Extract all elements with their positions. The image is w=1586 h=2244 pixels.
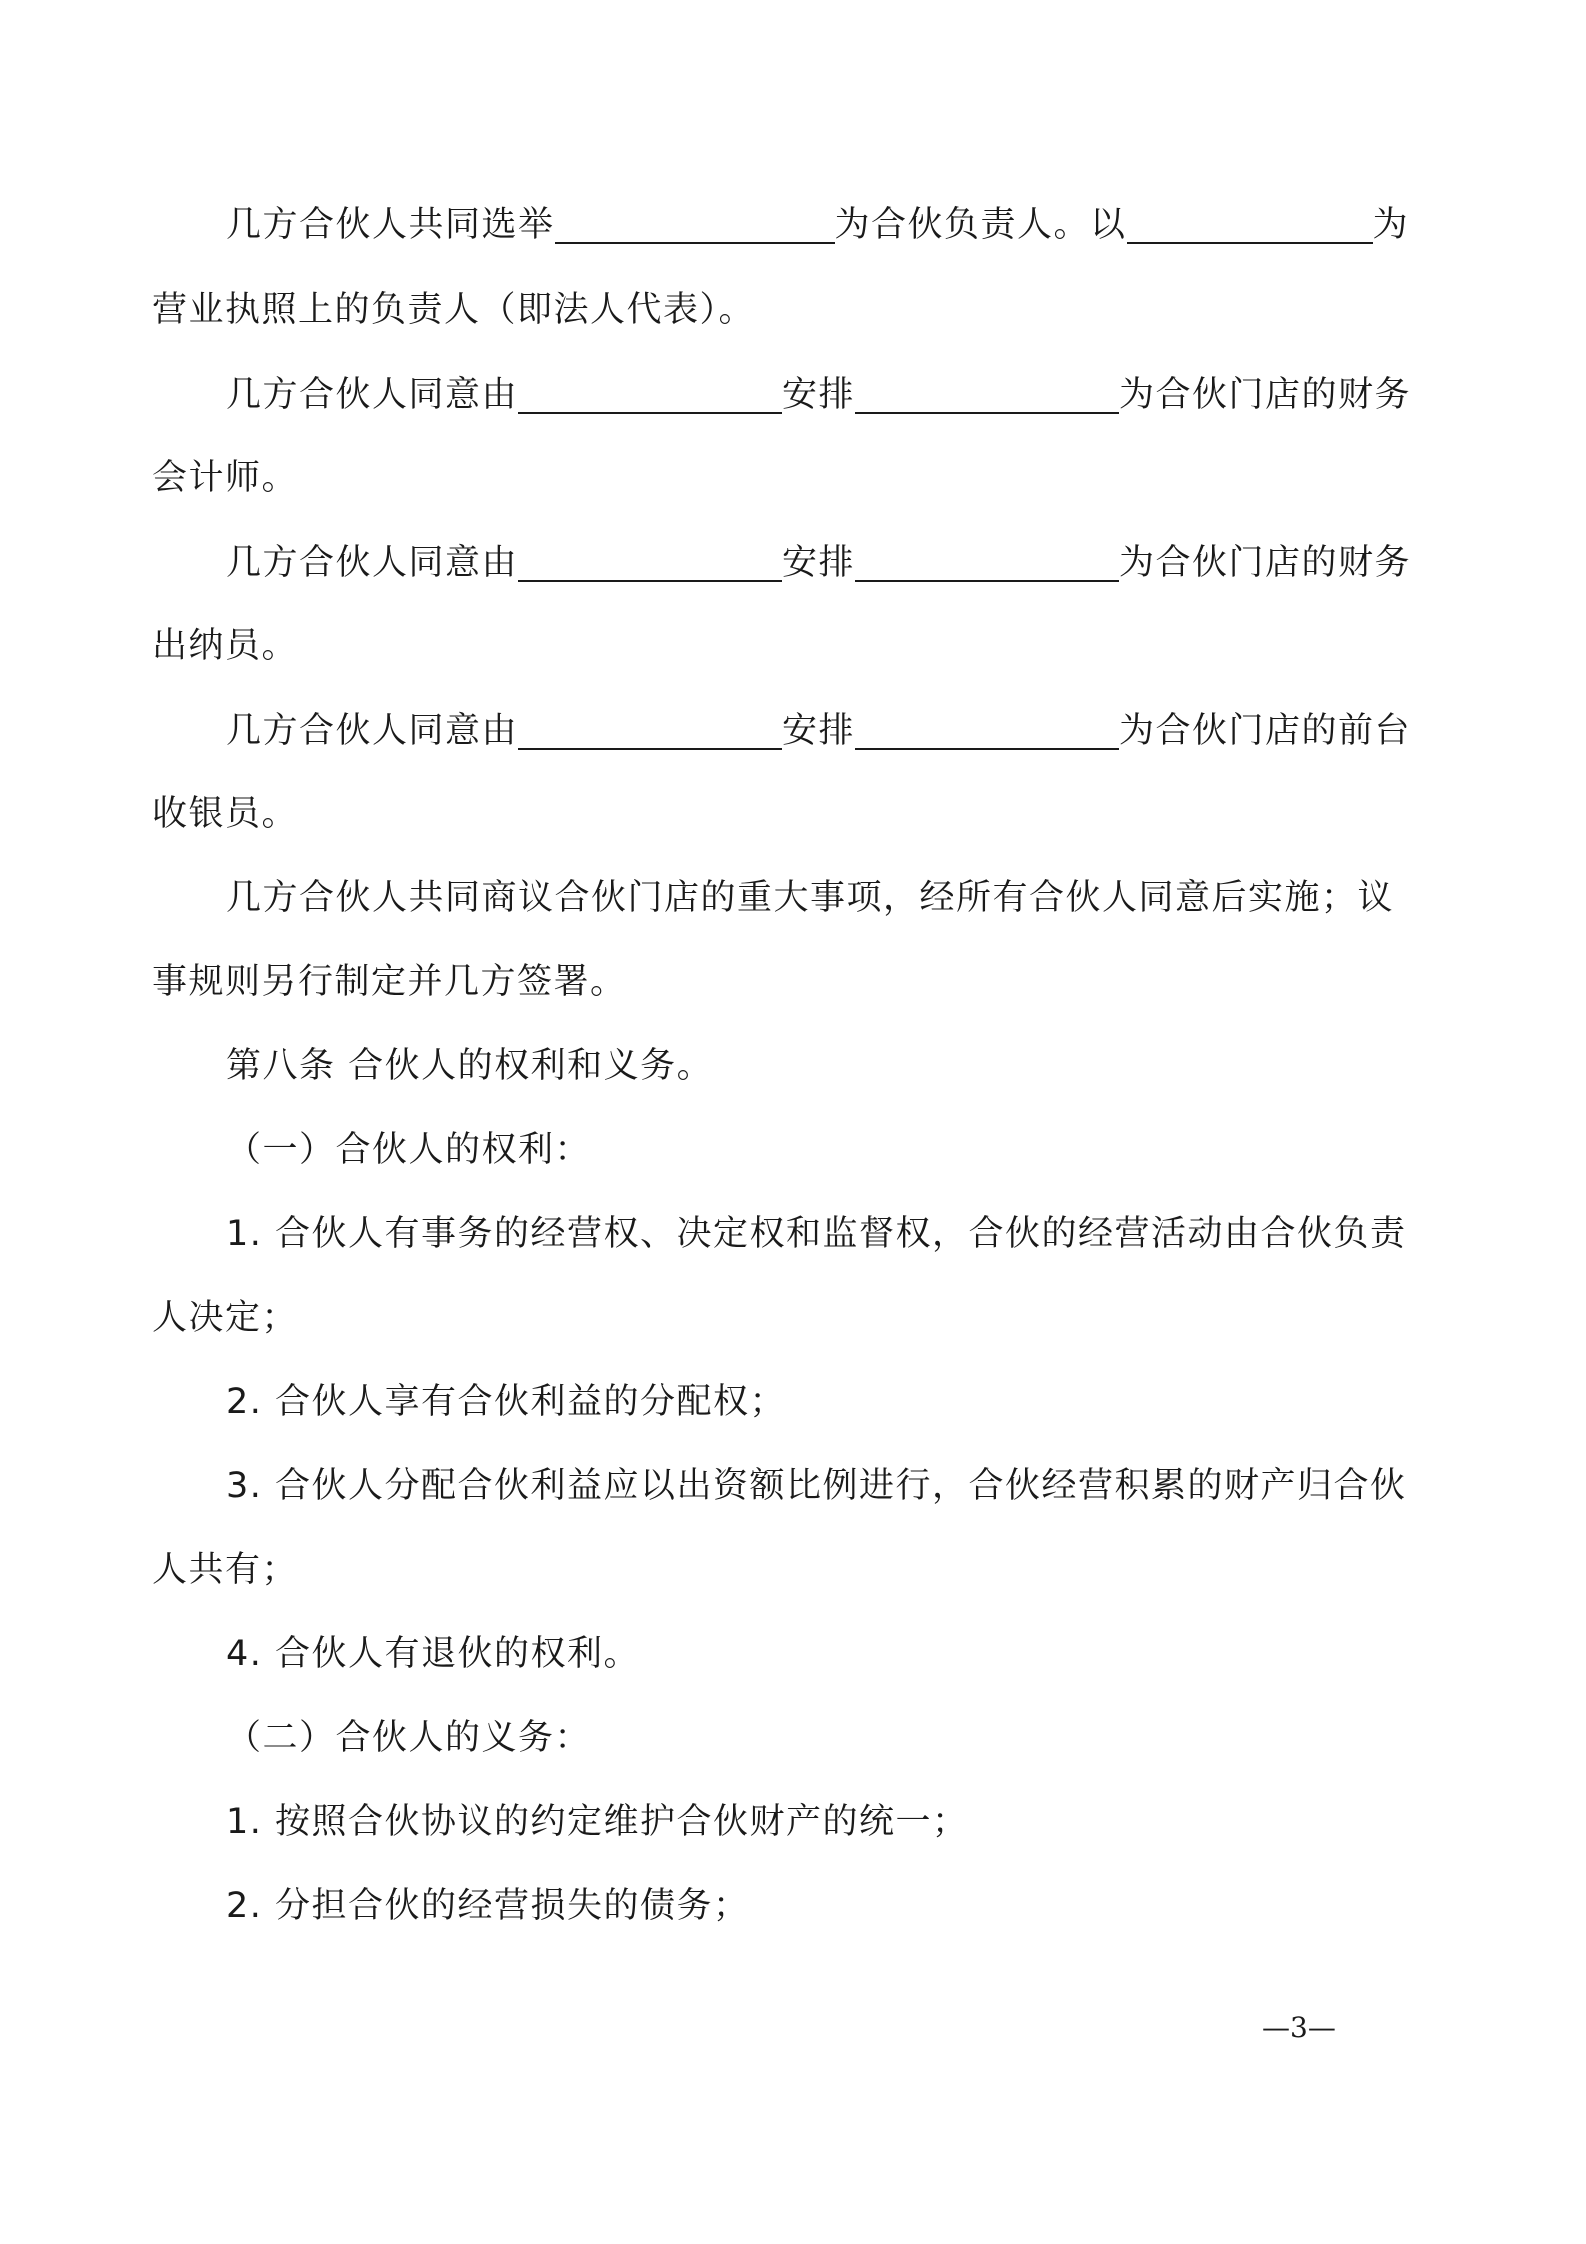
cashier-clause-text-1: 几方合伙人同意由 [226, 543, 519, 583]
leader-clause-text-2: 为合伙负责人。以 [834, 205, 1127, 245]
front-desk-clause-text-3: 为合伙门店的前台 [1119, 711, 1412, 751]
duties-item-1: 1. 按照合伙协议的约定维护合伙财产的统一； [226, 1802, 969, 1842]
cashier-clause-text-2: 安排 [782, 543, 856, 583]
cashier-clause-line-1 [226, 540, 1411, 585]
cashier-clause-line-2: 出纳员。 [152, 626, 299, 666]
rights-item-2: 2. 合伙人享有合伙利益的分配权； [226, 1382, 787, 1422]
rights-item-4: 4. 合伙人有退伙的权利。 [226, 1634, 641, 1674]
cashier-name-blank[interactable] [855, 540, 1119, 582]
rights-item-3-line-2: 人共有； [152, 1550, 299, 1590]
article-8-title: 第八条 合伙人的权利和义务。 [226, 1046, 714, 1086]
front-desk-clause-text-2: 安排 [782, 711, 856, 751]
accountant-clause-line-2: 会计师。 [152, 458, 299, 498]
duties-heading: （二）合伙人的义务： [226, 1718, 592, 1758]
front-desk-clause-line-1 [226, 708, 1411, 753]
duties-item-2: 2. 分担合伙的经营损失的债务； [226, 1886, 750, 1926]
rights-item-1-line-2: 人决定； [152, 1298, 299, 1338]
rights-item-1-line-1: 1. 合伙人有事务的经营权、决定权和监督权，合伙的经营活动由合伙负责 [226, 1214, 1407, 1254]
accountant-clause-text-2: 安排 [782, 375, 856, 415]
accountant-name-blank[interactable] [855, 372, 1119, 414]
rights-heading: （一）合伙人的权利： [226, 1130, 592, 1170]
accountant-clause-text-1: 几方合伙人同意由 [226, 375, 519, 415]
cashier-assigner-blank[interactable] [518, 540, 782, 582]
leader-clause-text-1: 几方合伙人共同选举 [226, 205, 555, 245]
rights-item-3-line-1: 3. 合伙人分配合伙利益应以出资额比例进行，合伙经营积累的财产归合伙 [226, 1466, 1407, 1506]
accountant-assigner-blank[interactable] [518, 372, 782, 414]
accountant-clause-line-1 [226, 372, 1411, 417]
leader-clause-line-2: 营业执照上的负责人（即法人代表）。 [152, 290, 756, 330]
major-matters-line-1: 几方合伙人共同商议合伙门店的重大事项，经所有合伙人同意后实施；议 [226, 878, 1395, 918]
legal-rep-name-blank[interactable] [1127, 202, 1373, 244]
front-desk-clause-text-1: 几方合伙人同意由 [226, 711, 519, 751]
leader-clause-line-1 [226, 202, 1409, 247]
leader-name-blank[interactable] [555, 202, 835, 244]
page-number: —3— [1262, 2011, 1336, 2044]
front-desk-name-blank[interactable] [855, 708, 1119, 750]
front-desk-clause-line-2: 收银员。 [152, 794, 299, 834]
accountant-clause-text-3: 为合伙门店的财务 [1119, 375, 1412, 415]
cashier-clause-text-3: 为合伙门店的财务 [1119, 543, 1412, 583]
major-matters-line-2: 事规则另行制定并几方签署。 [152, 962, 627, 1002]
front-desk-assigner-blank[interactable] [518, 708, 782, 750]
leader-clause-text-3: 为 [1372, 205, 1410, 245]
